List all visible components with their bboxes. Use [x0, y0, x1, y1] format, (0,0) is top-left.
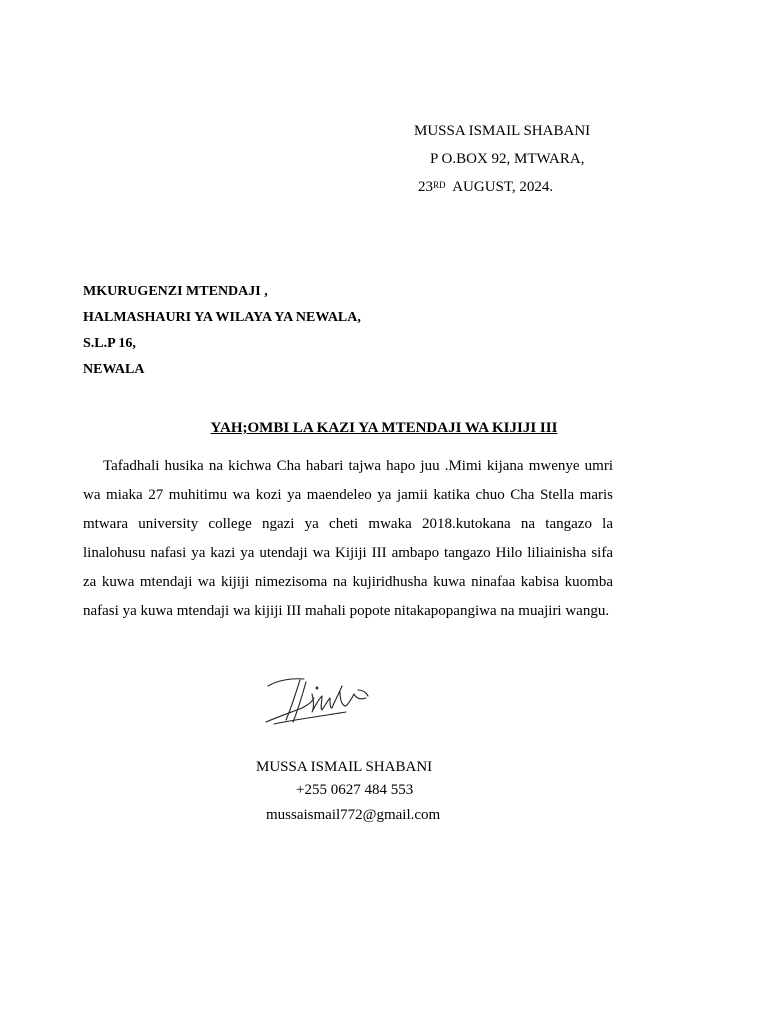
closing-name: MUSSA ISMAIL SHABANI — [256, 759, 433, 775]
closing-email: mussaismail772@gmail.com — [266, 807, 441, 823]
closing-phone: +255 0627 484 553 — [296, 782, 414, 798]
date-suffix: RD — [433, 180, 446, 190]
recipient-town: NEWALA — [83, 362, 145, 377]
recipient-address — [83, 279, 361, 383]
letter-subject: YAH;OMBI LA KAZI YA MTENDAJI WA KIJIJI III — [210, 420, 558, 436]
recipient-organization: HALMASHAURI YA WILAYA YA NEWALA, — [83, 310, 361, 325]
letter-body: Tafadhali husika na kichwa Cha habari tajwa hapo juu .Mimi kijana mwenye umri wa miaka 27 muhitimu wa kozi ya maendeleo ya jamii katika chuo Cha Stella maris mtwara university college ngazi ya cheti mwaka 2018.kutokana na tangazo la linalohusu nafasi ya kazi ya utendaji wa Kijiji III ambapo tangazo Hilo liliainisha sifa za kuwa mtendaji wa kijiji nimezisoma na kujiridhusha kuwa ninafaa kabisa kuomba nafasi ya kuwa mtendaji wa kijiji III mahali popote nitakapopangiwa na muajiri wangu. — [83, 458, 613, 619]
letter-date — [418, 174, 553, 201]
handwritten-signature — [262, 672, 374, 728]
recipient-title: MKURUGENZI MTENDAJI , — [83, 284, 268, 299]
sender-address: P O.BOX 92, MTWARA, — [430, 151, 585, 167]
recipient-po-box: S.L.P 16, — [83, 336, 136, 351]
sender-name: MUSSA ISMAIL SHABANI — [414, 123, 591, 139]
date-day: 23 — [418, 179, 433, 195]
date-month-year: AUGUST, 2024. — [452, 179, 554, 195]
